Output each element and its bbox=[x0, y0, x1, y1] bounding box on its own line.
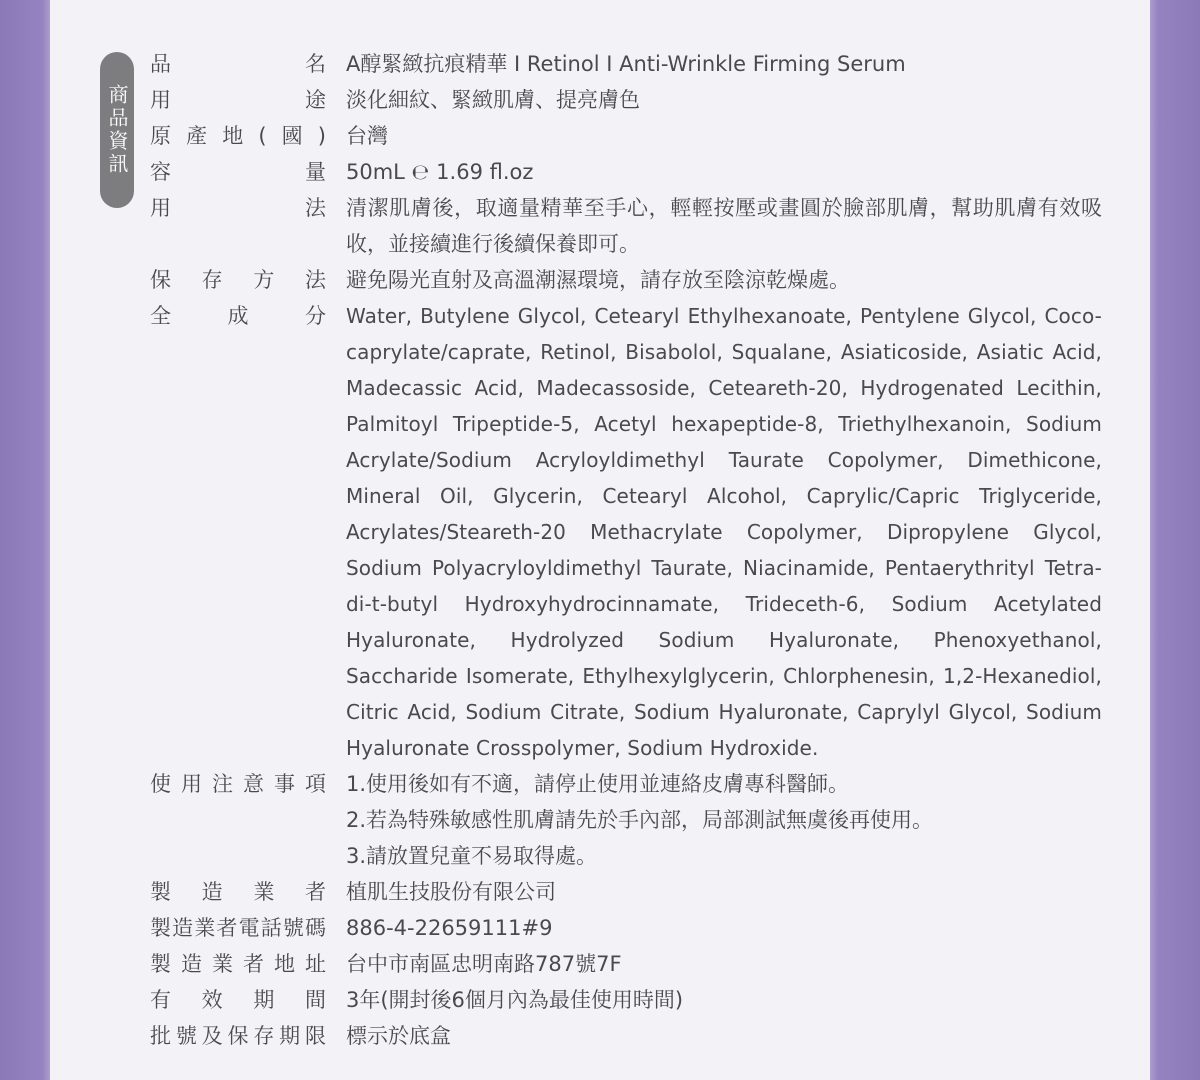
label-ingredients: 全成分 bbox=[150, 304, 326, 328]
label-purpose: 用途 bbox=[150, 88, 326, 112]
info-row-usage bbox=[150, 190, 1102, 262]
label-manufacturer: 製造業者 bbox=[150, 880, 326, 904]
badge-label: 商品資訊 bbox=[105, 84, 129, 176]
precaution-item: 2.若為特殊敏感性肌膚請先於手內部，局部測試無虞後再使用。 bbox=[346, 808, 934, 832]
info-row-name bbox=[150, 46, 1102, 82]
info-row-validity bbox=[150, 982, 1102, 1018]
value-storage: 避免陽光直射及高溫潮濕環境，請存放至陰涼乾燥處。 bbox=[346, 268, 850, 292]
value-address: 台中市南區忠明南路787號7F bbox=[346, 952, 622, 976]
precaution-item: 1.使用後如有不適，請停止使用並連絡皮膚專科醫師。 bbox=[346, 772, 850, 796]
value-validity: 3年(開封後6個月內為最佳使用時間) bbox=[346, 988, 684, 1012]
info-row-volume bbox=[150, 154, 1102, 190]
value-manufacturer: 植肌生技股份有限公司 bbox=[346, 880, 556, 904]
value-usage: 清潔肌膚後，取適量精華至手心，輕輕按壓或畫圓於臉部肌膚，幫助肌膚有效吸收，並接續進行後續保養即可。 bbox=[346, 196, 1102, 256]
label-address: 製造業者地址 bbox=[150, 952, 326, 976]
label-validity: 有效期間 bbox=[150, 988, 326, 1012]
info-row-address bbox=[150, 946, 1102, 982]
info-row-origin bbox=[150, 118, 1102, 154]
info-row-phone bbox=[150, 910, 1102, 946]
value-name: A醇緊緻抗痕精華 I Retinol I Anti-Wrinkle Firming Serum bbox=[346, 52, 906, 76]
precaution-item: 3.請放置兒童不易取得處。 bbox=[346, 844, 598, 868]
info-row-purpose bbox=[150, 82, 1102, 118]
label-phone: 製造業者電話號碼 bbox=[150, 916, 326, 940]
info-row-ingredients bbox=[150, 298, 1102, 766]
value-phone: 886-4-22659111#9 bbox=[346, 916, 553, 940]
product-info-badge bbox=[100, 52, 134, 208]
label-storage: 保存方法 bbox=[150, 268, 326, 292]
info-row-batch bbox=[150, 1018, 1102, 1054]
info-row-manufacturer bbox=[150, 874, 1102, 910]
info-row-storage bbox=[150, 262, 1102, 298]
value-batch: 標示於底盒 bbox=[346, 1024, 451, 1048]
product-info-list bbox=[150, 46, 1102, 1054]
label-precautions: 使用注意事項 bbox=[150, 772, 326, 796]
value-purpose: 淡化細紋、緊緻肌膚、提亮膚色 bbox=[346, 88, 640, 112]
value-ingredients: Water, Butylene Glycol, Cetearyl Ethylhexanoate, Pentylene Glycol, Coco-caprylate/caprate, Retinol, Bisabolol, Squalane, Asiaticoside, Asiatic Acid, Madecassic Acid, Madecassoside, Ceteareth-20, Hydrogenated Lecithin, Palmitoyl Tripeptide-5, Acetyl hexapeptide-8, Triethylhexanoin, Sodium Acrylate/Sodium Acryloyldimethyl Taurate Copolymer, Dimethicone, Mineral Oil, Glycerin, Cetearyl Alcohol, Caprylic/Capric Triglyceride, Acrylates/Steareth-20 Methacrylate Copolymer, Dipropylene Glycol, Sodium Polyacryloyldimethyl Taurate, Niacinamide, Pentaerythrityl Tetra-di-t-butyl Hydroxyhydrocinnamate, Trideceth-6, Sodium Acetylated Hyaluronate, Hydrolyzed Sodium Hyaluronate, Phenoxyethanol, Saccharide Isomerate, Ethylhexylglycerin, Chlorphenesin, 1,2-Hexanediol, Citric Acid, Sodium Citrate, Sodium Hyaluronate, Caprylyl Glycol, Sodium Hyaluronate Crosspolymer, Sodium Hydroxide. bbox=[346, 304, 1102, 760]
value-volume: 50mL ℮ 1.69 fl.oz bbox=[346, 160, 534, 184]
label-usage: 用法 bbox=[150, 196, 326, 220]
label-volume: 容量 bbox=[150, 160, 326, 184]
label-origin: 原產地(國) bbox=[150, 124, 326, 148]
label-batch: 批號及保存期限 bbox=[150, 1024, 326, 1048]
info-row-precautions bbox=[150, 766, 1102, 874]
label-name: 品名 bbox=[150, 52, 326, 76]
value-precautions bbox=[346, 766, 1102, 874]
value-origin: 台灣 bbox=[346, 124, 388, 148]
